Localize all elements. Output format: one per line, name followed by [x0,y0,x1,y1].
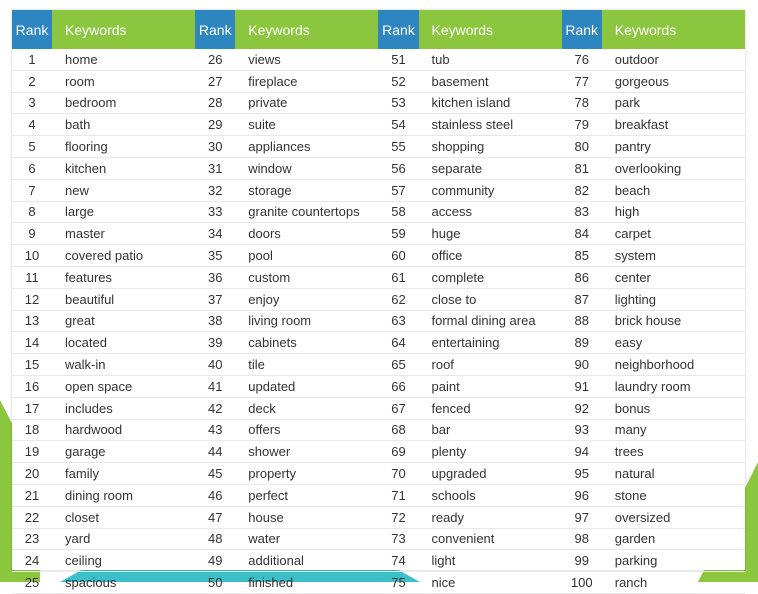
keyword-cell: dining room [52,484,195,506]
keyword-cell: house [235,506,378,528]
table-row [12,92,745,114]
keyword-cell: kitchen island [419,92,562,114]
keyword-cell: cabinets [235,332,378,354]
keyword-cell: private [235,92,378,114]
keyword-cell: window [235,157,378,179]
rank-cell: 51 [378,49,418,70]
rank-cell: 23 [12,528,52,550]
rank-cell: 55 [378,136,418,158]
rank-cell: 16 [12,375,52,397]
keyword-cell: garage [52,441,195,463]
keyword-cell: light [419,550,562,572]
rank-cell: 97 [562,506,602,528]
keyword-cell: natural [602,463,745,485]
rank-cell: 12 [12,288,52,310]
keyword-cell: large [52,201,195,223]
keyword-cell: separate [419,157,562,179]
table-row [12,201,745,223]
table-row [12,354,745,376]
keywords-header: Keywords [602,10,745,49]
keyword-cell: fenced [419,397,562,419]
keyword-cell: overlooking [602,157,745,179]
rank-cell: 82 [562,179,602,201]
keyword-cell: walk-in [52,354,195,376]
keyword-cell: water [235,528,378,550]
keyword-cell: custom [235,266,378,288]
rank-cell: 35 [195,245,235,267]
keyword-cell: tub [419,49,562,70]
keyword-cell: room [52,70,195,92]
keyword-cell: lighting [602,288,745,310]
rank-cell: 67 [378,397,418,419]
rank-cell: 8 [12,201,52,223]
keyword-cell: pool [235,245,378,267]
keyword-cell: shower [235,441,378,463]
keyword-cell: located [52,332,195,354]
keyword-cell: paint [419,375,562,397]
rank-cell: 70 [378,463,418,485]
keyword-cell: center [602,266,745,288]
keyword-cell: close to [419,288,562,310]
rank-cell: 33 [195,201,235,223]
keyword-cell: doors [235,223,378,245]
rank-cell: 57 [378,179,418,201]
keyword-cell: bonus [602,397,745,419]
keyword-cell: appliances [235,136,378,158]
rank-cell: 99 [562,550,602,572]
table-row [12,136,745,158]
rank-cell: 15 [12,354,52,376]
keyword-cell: community [419,179,562,201]
keyword-cell: spacious [52,572,195,594]
rank-cell: 26 [195,49,235,70]
rank-cell: 27 [195,70,235,92]
keywords-header: Keywords [419,10,562,49]
keyword-cell: updated [235,375,378,397]
rank-cell: 54 [378,114,418,136]
rank-cell: 100 [562,572,602,594]
keyword-cell: complete [419,266,562,288]
keyword-cell: includes [52,397,195,419]
rank-cell: 24 [12,550,52,572]
keyword-cell: neighborhood [602,354,745,376]
keyword-cell: access [419,201,562,223]
rank-cell: 42 [195,397,235,419]
rank-cell: 6 [12,157,52,179]
rank-cell: 72 [378,506,418,528]
keyword-cell: ready [419,506,562,528]
keyword-cell: carpet [602,223,745,245]
rank-cell: 28 [195,92,235,114]
table-row [12,397,745,419]
keyword-cell: flooring [52,136,195,158]
rank-cell: 14 [12,332,52,354]
rank-cell: 48 [195,528,235,550]
table-row [12,375,745,397]
table-row [12,484,745,506]
keyword-cell: gorgeous [602,70,745,92]
table-header-row [12,10,745,49]
keyword-cell: brick house [602,310,745,332]
keyword-cell: open space [52,375,195,397]
rank-cell: 44 [195,441,235,463]
keyword-cell: yard [52,528,195,550]
table-body [12,49,745,593]
table-row [12,506,745,528]
keyword-cell: granite countertops [235,201,378,223]
table-row [12,419,745,441]
rank-cell: 58 [378,201,418,223]
keyword-cell: outdoor [602,49,745,70]
rank-cell: 78 [562,92,602,114]
rank-cell: 20 [12,463,52,485]
rank-cell: 39 [195,332,235,354]
rank-cell: 40 [195,354,235,376]
rank-cell: 85 [562,245,602,267]
rank-cell: 66 [378,375,418,397]
keyword-cell: home [52,49,195,70]
table-row [12,550,745,572]
table-row [12,245,745,267]
keyword-cell: entertaining [419,332,562,354]
rank-cell: 7 [12,179,52,201]
table-row [12,157,745,179]
rank-cell: 92 [562,397,602,419]
rank-cell: 5 [12,136,52,158]
keyword-cell: upgraded [419,463,562,485]
rank-cell: 65 [378,354,418,376]
keyword-cell: bath [52,114,195,136]
rank-cell: 98 [562,528,602,550]
rank-cell: 29 [195,114,235,136]
keyword-cell: roof [419,354,562,376]
keyword-cell: laundry room [602,375,745,397]
keyword-cell: enjoy [235,288,378,310]
keyword-cell: suite [235,114,378,136]
keywords-header: Keywords [235,10,378,49]
rank-cell: 47 [195,506,235,528]
rank-cell: 96 [562,484,602,506]
keyword-cell: perfect [235,484,378,506]
rank-header: Rank [12,10,52,49]
keyword-cell: property [235,463,378,485]
keyword-cell: beach [602,179,745,201]
rank-cell: 4 [12,114,52,136]
rank-cell: 89 [562,332,602,354]
rank-cell: 34 [195,223,235,245]
table-row [12,223,745,245]
rank-cell: 21 [12,484,52,506]
keyword-cell: oversized [602,506,745,528]
table-row [12,441,745,463]
rank-cell: 86 [562,266,602,288]
rank-cell: 13 [12,310,52,332]
rank-cell: 80 [562,136,602,158]
rank-cell: 25 [12,572,52,594]
keyword-cell: pantry [602,136,745,158]
rank-cell: 77 [562,70,602,92]
rank-cell: 9 [12,223,52,245]
rank-cell: 90 [562,354,602,376]
keyword-cell: tile [235,354,378,376]
keyword-cell: stainless steel [419,114,562,136]
rank-cell: 11 [12,266,52,288]
rank-cell: 50 [195,572,235,594]
keyword-cell: great [52,310,195,332]
keyword-cell: ceiling [52,550,195,572]
keyword-cell: stone [602,484,745,506]
keyword-cell: hardwood [52,419,195,441]
table-row [12,310,745,332]
keyword-cell: garden [602,528,745,550]
table-row [12,179,745,201]
rank-cell: 52 [378,70,418,92]
rank-cell: 88 [562,310,602,332]
keyword-cell: bedroom [52,92,195,114]
rank-cell: 63 [378,310,418,332]
keyword-cell: convenient [419,528,562,550]
rank-cell: 30 [195,136,235,158]
rank-cell: 76 [562,49,602,70]
rank-cell: 83 [562,201,602,223]
keyword-cell: nice [419,572,562,594]
keyword-cell: schools [419,484,562,506]
rank-cell: 73 [378,528,418,550]
rank-cell: 46 [195,484,235,506]
table-row [12,288,745,310]
rank-cell: 53 [378,92,418,114]
keyword-cell: family [52,463,195,485]
table-row [12,49,745,70]
rank-cell: 19 [12,441,52,463]
rank-header: Rank [378,10,418,49]
table-row [12,114,745,136]
rank-cell: 74 [378,550,418,572]
table-row [12,70,745,92]
keyword-cell: additional [235,550,378,572]
keyword-ranking-table-card [12,10,745,591]
rank-cell: 36 [195,266,235,288]
rank-cell: 56 [378,157,418,179]
table-row [12,463,745,485]
rank-cell: 87 [562,288,602,310]
rank-cell: 59 [378,223,418,245]
keyword-cell: basement [419,70,562,92]
rank-cell: 22 [12,506,52,528]
keyword-cell: fireplace [235,70,378,92]
keyword-ranking-table [12,10,745,594]
keyword-cell: system [602,245,745,267]
keyword-cell: beautiful [52,288,195,310]
table-row [12,266,745,288]
rank-cell: 75 [378,572,418,594]
rank-cell: 43 [195,419,235,441]
rank-cell: 49 [195,550,235,572]
keyword-cell: living room [235,310,378,332]
keyword-cell: park [602,92,745,114]
table-row [12,572,745,594]
keyword-cell: new [52,179,195,201]
keyword-cell: master [52,223,195,245]
keyword-cell: office [419,245,562,267]
keyword-cell: views [235,49,378,70]
rank-cell: 62 [378,288,418,310]
keywords-header: Keywords [52,10,195,49]
rank-cell: 3 [12,92,52,114]
keyword-cell: offers [235,419,378,441]
rank-cell: 93 [562,419,602,441]
keyword-cell: bar [419,419,562,441]
keyword-cell: storage [235,179,378,201]
rank-cell: 69 [378,441,418,463]
rank-cell: 79 [562,114,602,136]
rank-cell: 60 [378,245,418,267]
rank-cell: 1 [12,49,52,70]
keyword-cell: features [52,266,195,288]
rank-cell: 61 [378,266,418,288]
keyword-cell: shopping [419,136,562,158]
rank-cell: 64 [378,332,418,354]
keyword-cell: plenty [419,441,562,463]
keyword-cell: deck [235,397,378,419]
keyword-cell: formal dining area [419,310,562,332]
keyword-cell: finished [235,572,378,594]
keyword-cell: parking [602,550,745,572]
rank-cell: 10 [12,245,52,267]
rank-cell: 84 [562,223,602,245]
rank-cell: 91 [562,375,602,397]
rank-cell: 37 [195,288,235,310]
rank-cell: 18 [12,419,52,441]
keyword-cell: huge [419,223,562,245]
rank-header: Rank [195,10,235,49]
rank-cell: 95 [562,463,602,485]
rank-cell: 31 [195,157,235,179]
keyword-cell: trees [602,441,745,463]
keyword-cell: ranch [602,572,745,594]
rank-cell: 17 [12,397,52,419]
rank-cell: 81 [562,157,602,179]
rank-cell: 94 [562,441,602,463]
keyword-cell: kitchen [52,157,195,179]
keyword-cell: easy [602,332,745,354]
keyword-cell: covered patio [52,245,195,267]
rank-cell: 2 [12,70,52,92]
rank-header: Rank [562,10,602,49]
rank-cell: 32 [195,179,235,201]
rank-cell: 41 [195,375,235,397]
keyword-cell: many [602,419,745,441]
keyword-cell: breakfast [602,114,745,136]
rank-cell: 38 [195,310,235,332]
rank-cell: 45 [195,463,235,485]
keyword-cell: high [602,201,745,223]
keyword-cell: closet [52,506,195,528]
table-row [12,528,745,550]
table-row [12,332,745,354]
rank-cell: 71 [378,484,418,506]
rank-cell: 68 [378,419,418,441]
